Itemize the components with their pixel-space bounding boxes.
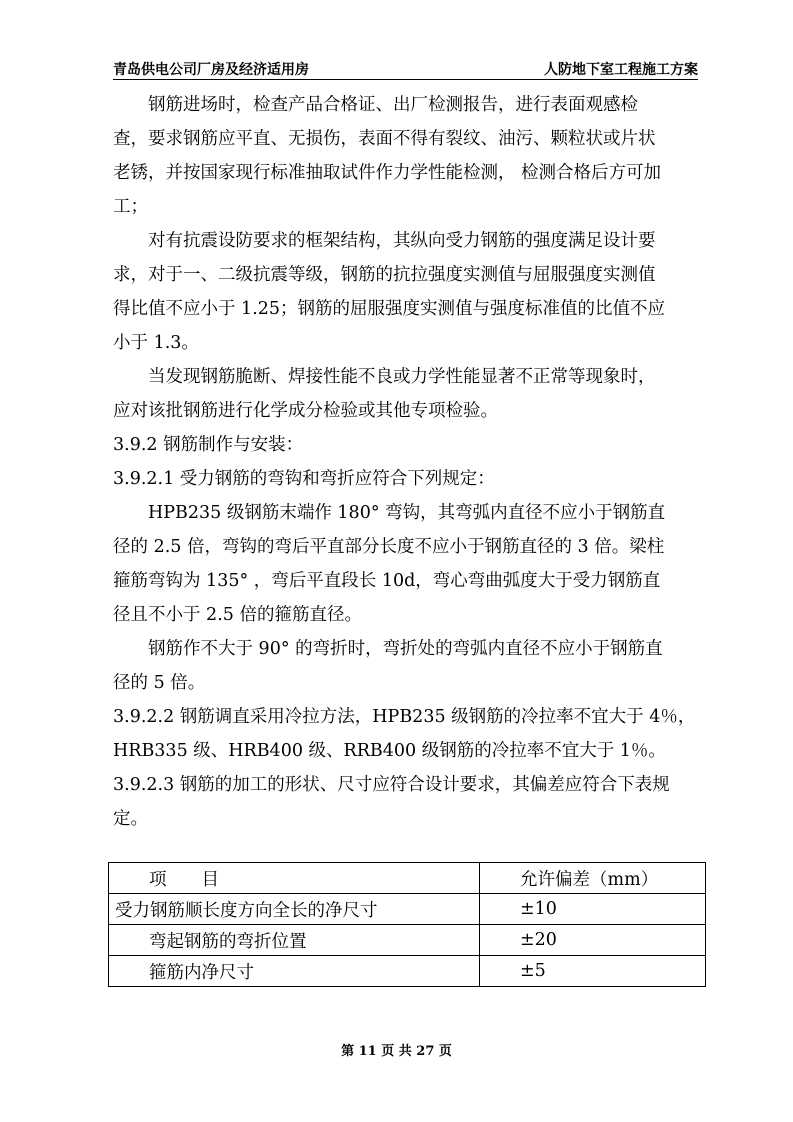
paragraph bbox=[113, 700, 698, 768]
text-line: 小于 1.3。 bbox=[113, 333, 199, 353]
text-line: 工； bbox=[113, 197, 148, 217]
table-cell: 箍筋内净尺寸 bbox=[109, 956, 480, 987]
table-row bbox=[109, 894, 706, 925]
header-project-name: 青岛供电公司厂房及经济适用房 bbox=[113, 62, 309, 78]
text-line: 径的 5 倍。 bbox=[113, 673, 206, 693]
body-text bbox=[113, 88, 698, 836]
paragraph bbox=[113, 88, 698, 224]
text-line: 钢筋进场时，检查产品合格证、出厂检测报告，进行表面观感检 bbox=[148, 95, 638, 115]
text-line: 定。 bbox=[113, 809, 148, 829]
text-line: 当发现钢筋脆断、焊接性能不良或力学性能显著不正常等现象时， bbox=[148, 367, 656, 387]
paragraph bbox=[113, 360, 698, 428]
text-line: 查，要求钢筋应平直、无损伤，表面不得有裂纹、油污、颗粒状或片状 bbox=[113, 129, 656, 149]
text-line: 老锈，并按国家现行标准抽取试件作力学性能检测， 检测合格后方可加 bbox=[113, 163, 662, 183]
tolerance-table bbox=[108, 862, 706, 987]
table-cell: ±5 bbox=[480, 956, 706, 987]
table-cell: ±10 bbox=[480, 894, 706, 925]
paragraph bbox=[113, 496, 698, 632]
paragraph bbox=[113, 632, 698, 700]
paragraph bbox=[113, 224, 698, 360]
table-header-cell: 允许偏差（mm） bbox=[480, 863, 706, 894]
page-number: 第 11 页 共 27 页 bbox=[341, 1044, 452, 1059]
text-line: 钢筋作不大于 90° 的弯折时，弯折处的弯弧内直径不应小于钢筋直 bbox=[148, 639, 663, 659]
text-line: HRB335 级、HRB400 级、RRB400 级钢筋的冷拉率不宜大于 1％。 bbox=[113, 741, 666, 761]
text-line: 3.9.2.3 钢筋的加工的形状、尺寸应符合设计要求，其偏差应符合下表规 bbox=[113, 775, 670, 795]
table-cell: 弯起钢筋的弯折位置 bbox=[109, 925, 480, 956]
text-line: 3.9.2.2 钢筋调直采用冷拉方法，HPB235 级钢筋的冷拉率不宜大于 4％， bbox=[113, 707, 696, 727]
text-line: 径且不小于 2.5 倍的箍筋直径。 bbox=[113, 605, 362, 625]
text-line: 应对该批钢筋进行化学成分检验或其他专项检验。 bbox=[113, 401, 498, 421]
text-line: HPB235 级钢筋末端作 180° 弯钩，其弯弧内直径不应小于钢筋直 bbox=[148, 503, 666, 523]
text-line: 得比值不应小于 1.25；钢筋的屈服强度实测值与强度标准值的比值不应 bbox=[113, 299, 666, 319]
text-line: 对有抗震设防要求的框架结构，其纵向受力钢筋的强度满足设计要 bbox=[148, 231, 656, 251]
table-row bbox=[109, 956, 706, 987]
table-cell: 受力钢筋顺长度方向全长的净尺寸 bbox=[109, 894, 480, 925]
subsection-heading bbox=[113, 462, 698, 496]
table-header-cell: 项 目 bbox=[109, 863, 480, 894]
page-header bbox=[113, 57, 698, 80]
text-line: 箍筋弯钩为 135° ，弯后平直段长 10d，弯心弯曲弧度大于受力钢筋直 bbox=[113, 571, 661, 591]
table-cell: ±20 bbox=[480, 925, 706, 956]
text-line: 3.9.2 钢筋制作与安装： bbox=[113, 435, 304, 455]
paragraph bbox=[113, 768, 698, 836]
text-line: 径的 2.5 倍，弯钩的弯后平直部分长度不应小于钢筋直径的 3 倍。梁柱 bbox=[113, 537, 665, 557]
section-heading bbox=[113, 428, 698, 462]
header-document-title: 人防地下室工程施工方案 bbox=[544, 62, 698, 78]
table-row bbox=[109, 925, 706, 956]
table-header-row bbox=[109, 863, 706, 894]
text-line: 求，对于一、二级抗震等级，钢筋的抗拉强度实测值与屈服强度实测值 bbox=[113, 265, 656, 285]
text-line: 3.9.2.1 受力钢筋的弯钩和弯折应符合下列规定： bbox=[113, 469, 495, 489]
